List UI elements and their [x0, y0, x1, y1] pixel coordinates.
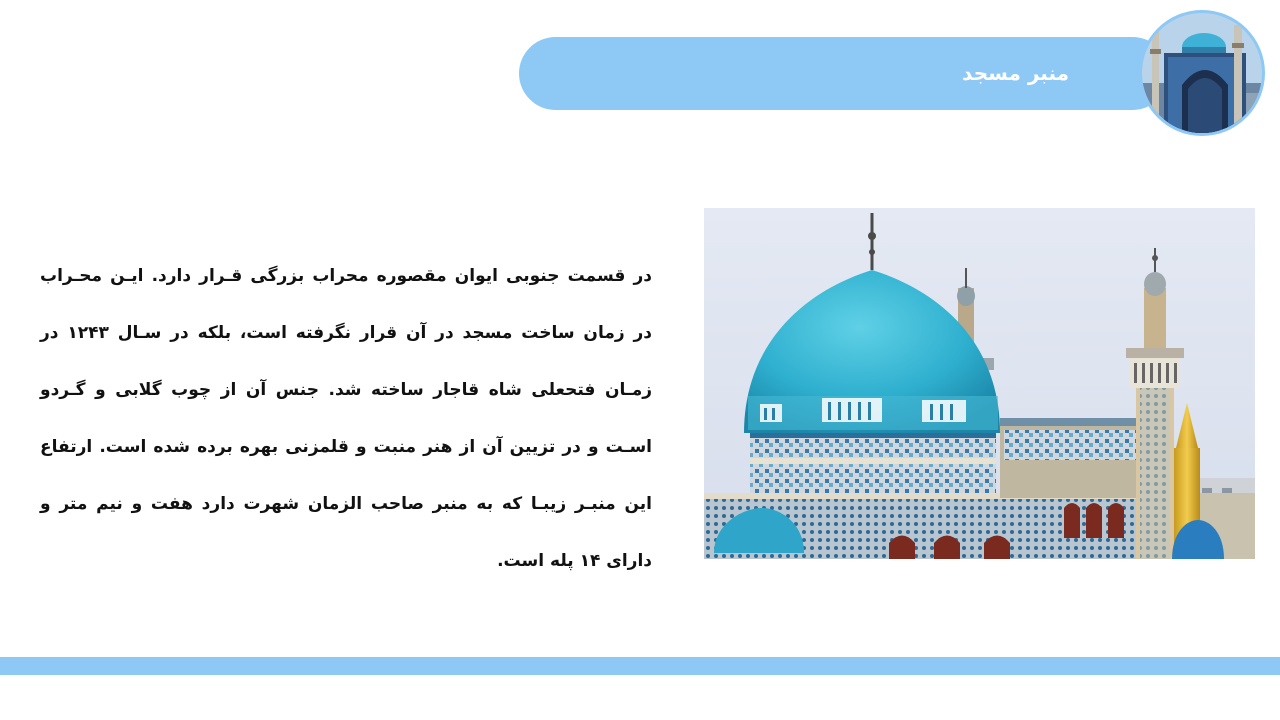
body-paragraph: در قسمت جنوبی ایوان مقصوره محراب بزرگی قـرار دارد. ایـن محـراب در زمان ساخت مسجد در آن قرار نگرفته است، بلکه در سـال ۱۲۴۳ در زمـان فتحعلی شاه قاجار ساخته شد. جنس آن از چوب گلابی و گـردو اسـت و در تزیین آن از هنر منبت و قلمزنی بهره برده شده است. ارتفاع این منبـر زیبـا که به منبر صاحب الزمان شهرت دارد هفت و نیم متر و دارای ۱۴ پله است.	[40, 266, 652, 571]
main-photo	[704, 208, 1255, 559]
slide-title: منبر مسجد	[962, 61, 1069, 85]
mosque-dome-illustration	[704, 208, 1255, 559]
mosque-iwan-thumbnail-image	[1142, 13, 1262, 133]
header-thumbnail	[1139, 10, 1265, 136]
title-banner	[519, 37, 1169, 110]
footer-bar	[0, 657, 1280, 675]
